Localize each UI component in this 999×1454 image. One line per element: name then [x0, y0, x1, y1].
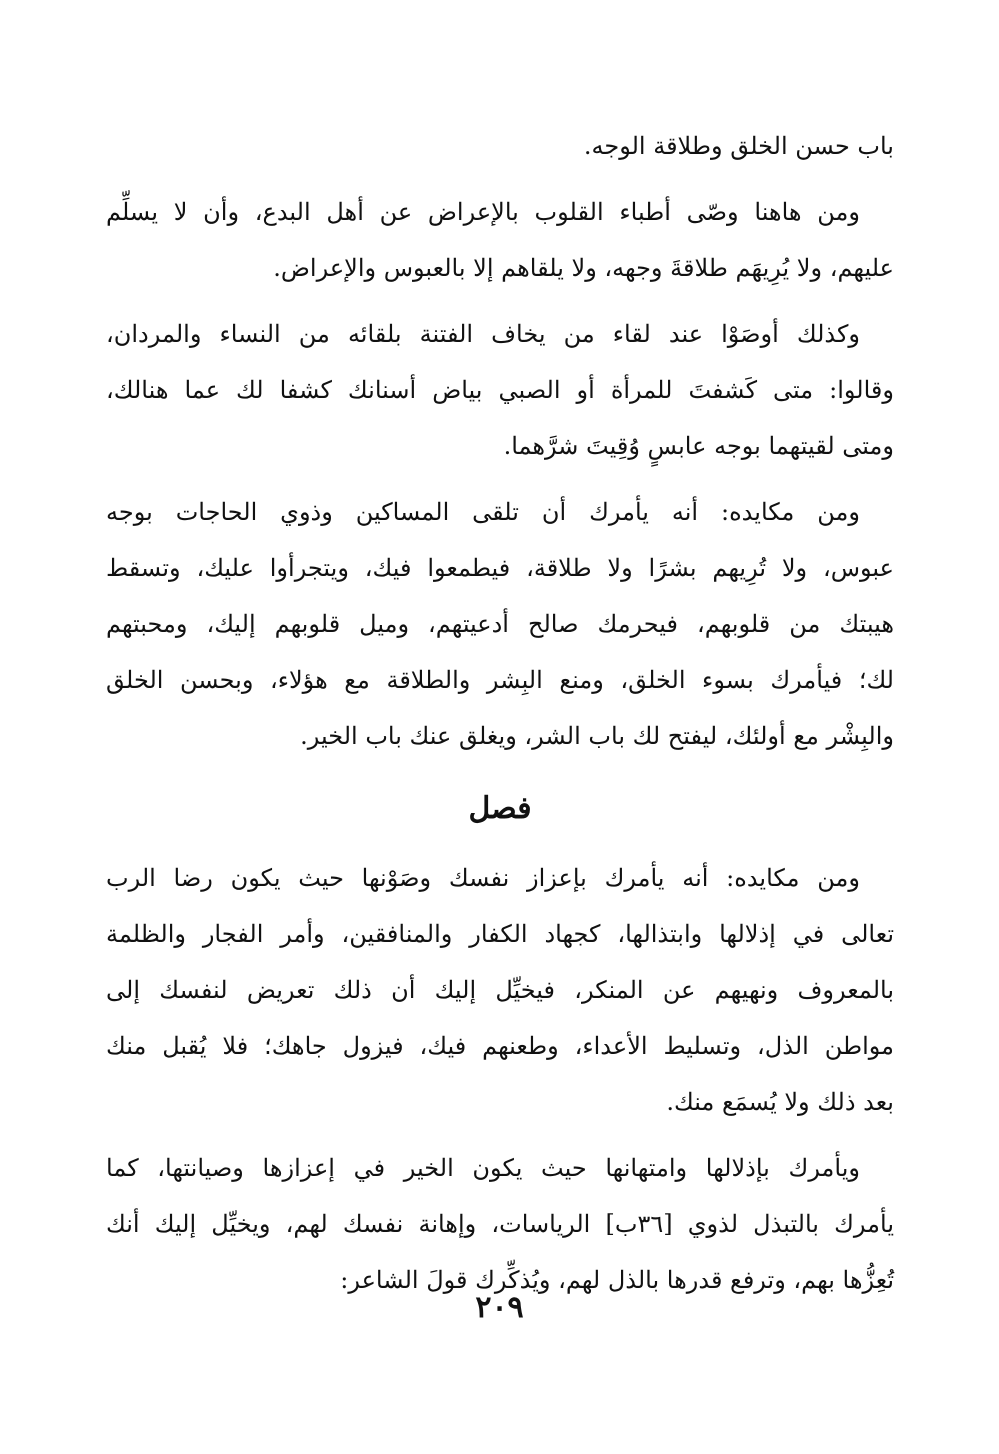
text-line: وكذلك أوصَوْا عند لقاء من يخاف الفتنة بلقائه من النساء والمردان،	[106, 320, 860, 348]
text-line: ويأمرك بإذلالها وامتهانها حيث يكون الخير في إعزازها وصيانتها، كما	[106, 1154, 860, 1182]
text-line: ومن مكايده: أنه يأمرك بإعزاز نفسك وصَوْنها حيث يكون رضا الرب	[106, 864, 860, 892]
paragraph-needy	[106, 484, 894, 764]
text-line: هيبتك من قلوبهم، فيحرمك صالح أدعيتهم، وميل قلوبهم إليك، ومحبتهم	[106, 610, 894, 638]
paragraph-self-humiliation	[106, 1140, 894, 1308]
section-heading: فصل	[468, 791, 532, 826]
page-number: ٢٠٩	[475, 1290, 524, 1325]
text-line: تعالى في إذلالها وابتذالها، كجهاد الكفار والمنافقين، وأمر الفجار والظلمة	[106, 920, 895, 948]
text-line: عليهم، ولا يُرِيهَم طلاقةَ وجهه، ولا يلقاهم إلا بالعبوس والإعراض.	[273, 254, 894, 282]
text-line: بالمعروف ونهيهم عن المنكر، فيخيِّل إليك أن ذلك تعريض لنفسك إلى	[106, 976, 894, 1004]
text-line: بعد ذلك ولا يُسمَع منك.	[666, 1088, 894, 1116]
paragraph-self-honor	[106, 850, 894, 1130]
text-line: ومن هاهنا وصّى أطباء القلوب بالإعراض عن أهل البدع، وأن لا يسلِّم	[106, 198, 860, 226]
text-line: مواطن الذل، وتسليط الأعداء، وطعنهم فيك، فيزول جاهك؛ فلا يُقبل منك	[106, 1032, 894, 1060]
text-line: وقالوا: متى كَشفتَ للمرأة أو الصبي بياض أسنانك كشفا لك عما هنالك،	[106, 376, 894, 404]
text-line: باب حسن الخلق وطلاقة الوجه.	[583, 132, 894, 160]
text-line: عبوس، ولا تُرِيهم بشرًا ولا طلاقة، فيطمعوا فيك، ويتجرأوا عليك، وتسقط	[106, 554, 894, 582]
text-line: ومتى لقيتهما بوجه عابسٍ وُقِيتَ شرَّهما.	[503, 432, 894, 460]
page-body	[106, 118, 894, 1318]
text-line: ومن مكايده: أنه يأمرك أن تلقى المساكين وذوي الحاجات بوجه	[106, 498, 860, 526]
text-line: لك؛ فيأمرك بسوء الخلق، ومنع البِشر والطلاقة مع هؤلاء، وبحسن الخلق	[106, 666, 894, 694]
paragraph-fitna	[106, 306, 894, 474]
text-line: يأمرك بالتبذل لذوي [٣٦ب] الرياسات، وإهانة نفسك لهم، ويخيِّل إليك أنك	[106, 1210, 894, 1238]
text-line: والبِشْر مع أولئك، ليفتح لك باب الشر، ويغلق عنك باب الخير.	[300, 722, 894, 750]
paragraph-innovators	[106, 184, 894, 296]
text-line: تُعِزُّها بهم، وترفع قدرها بالذل لهم، ويُذكِّرك قولَ الشاعر:	[340, 1266, 894, 1294]
paragraph-chapter-title-end	[106, 118, 894, 174]
